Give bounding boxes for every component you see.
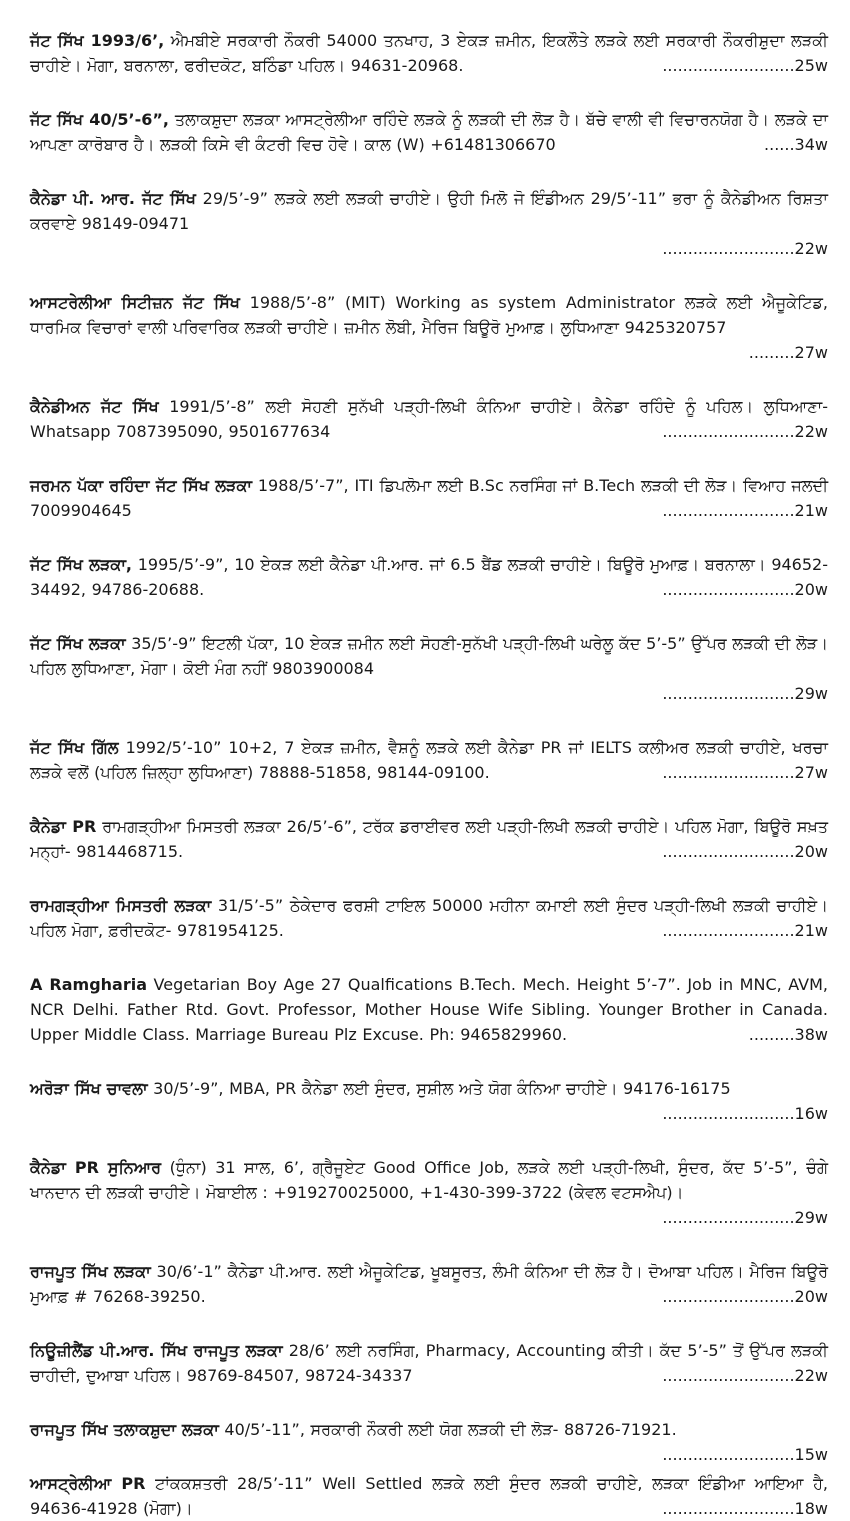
ad-reference-code: ..........................21w — [662, 501, 828, 520]
ad-body-text: 35/5’-9” ਇਟਲੀ ਪੱਕਾ, 10 ਏਕੜ ਜ਼ਮੀਨ ਲਈ ਸੋਹਣੀ-ਸੁਨੱਖੀ ਪੜ੍ਹੀ-ਲਿਖੀ ਘਰੇਲੂ ਕੱਦ 5’-5” ਉੱਪਰ ਲੜਕੀ ਦੀ ਲੋੜ। ਪਹਿਲ ਲੁਧਿਆਣਾ, ਮੋਗਾ। ਕੋਈ ਮੰਗ ਨਹੀਂ 9803900084 — [30, 634, 828, 678]
ad-reference-code: ......34w — [764, 135, 828, 154]
ad-heading: ਜੱਟ ਸਿੱਖ 1993/6’, — [30, 31, 165, 50]
ad-body-text: 29/5’-9” ਲੜਕੇ ਲਈ ਲੜਕੀ ਚਾਹੀਏ। ਉਹੀ ਮਿਲੋ ਜੋ ਇੰਡੀਅਨ 29/5’-11” ਭਰਾ ਨੂੰ ਕੈਨੇਡੀਅਨ ਰਿਸ਼ਤਾ ਕਰਵਾਏ 98149-09471 — [30, 189, 829, 233]
ad-reference-code: ..........................15w — [662, 1445, 828, 1464]
ad-body-text: ਐਮਬੀਏ ਸਰਕਾਰੀ ਨੌਕਰੀ 54000 ਤਨਖਾਹ, 3 ਏਕੜ ਜ਼ਮੀਨ, ਇਕਲੌਤੇ ਲੜਕੇ ਲਈ ਸਰਕਾਰੀ ਨੌਕਰੀਸ਼ੁਦਾ ਲੜਕੀ ਚਾਹੀਏ। ਮੋਗਾ, ਬਰਨਾਲਾ, ਫਰੀਦਕੋਟ, ਬਠਿੰਡਾ ਪਹਿਲ। 94631-20968. — [30, 31, 828, 75]
ad-reference-code: ..........................18w — [662, 1499, 828, 1518]
ad-reference-code: ..........................27w — [662, 763, 828, 782]
matrimonial-ad — [30, 893, 828, 943]
ad-heading: ਨਿਊਜ਼ੀਲੈਂਡ ਪੀ.ਆਰ. ਸਿੱਖ ਰਾਜਪੂਤ ਲੜਕਾ — [30, 1341, 283, 1360]
matrimonial-ad — [30, 394, 828, 444]
ad-body-text: 1988/5’-7”, ITI ਡਿਪਲੋਮਾ ਲਈ B.Sc ਨਰਸਿੰਗ ਜਾਂ B.Tech ਲੜਕੀ ਦੀ ਲੋੜ। ਵਿਆਹ ਜਲਦੀ 7009904645 — [30, 476, 829, 520]
ad-reference-row — [662, 1284, 828, 1309]
ad-body-text: 1988/5’-8” (MIT) Working as system Administrator ਲੜਕੇ ਲਈ ਐਜੂਕੇਟਿਡ, ਧਾਰਮਿਕ ਵਿਚਾਰਾਂ ਵਾਲੀ ਪਰਿਵਾਰਿਕ ਲੜਕੀ ਚਾਹੀਏ। ਜ਼ਮੀਨ ਲੋਬੀ, ਮੈਰਿਜ ਬਿਊਰੋ ਮੁਆਫ਼। ਲੁਧਿਆਣਾ 9425320757 — [30, 293, 828, 337]
ad-reference-row — [30, 236, 828, 261]
ad-reference-row — [30, 1101, 828, 1126]
ad-reference-code: ..........................29w — [662, 684, 828, 703]
ad-heading: ਜੱਟ ਸਿੱਖ 40/5’-6”, — [30, 110, 169, 129]
matrimonial-ad — [30, 735, 828, 785]
ad-body-text: 1995/5’-9”, 10 ਏਕੜ ਲਈ ਕੈਨੇਡਾ ਪੀ.ਆਰ. ਜਾਂ 6.5 ਬੈਂਡ ਲੜਕੀ ਚਾਹੀਏ। ਬਿਊਰੋ ਮੁਆਫ਼। ਬਰਨਾਲਾ। 94652-34492, 94786-20688. — [30, 555, 828, 599]
ad-reference-code: ..........................20w — [662, 842, 828, 861]
ad-reference-code: ..........................29w — [662, 1208, 828, 1227]
ad-body-text: ਰਾਮਗੜ੍ਹੀਆ ਮਿਸਤਰੀ ਲੜਕਾ 26/5’-6”, ਟਰੱਕ ਡਰਾਈਵਰ ਲਈ ਪੜ੍ਹੀ-ਲਿਖੀ ਲੜਕੀ ਚਾਹੀਏ। ਪਹਿਲ ਮੋਗਾ, ਬਿਊਰੋ ਸਖ਼ਤ ਮਨ੍ਹਾਂ- 9814468715. — [30, 817, 828, 861]
matrimonial-ad — [30, 631, 828, 706]
matrimonial-ad — [30, 1471, 828, 1521]
ad-body-text: 1991/5’-8” ਲਈ ਸੋਹਣੀ ਸੁਨੱਖੀ ਪੜ੍ਹੀ-ਲਿਖੀ ਕੰਨਿਆ ਚਾਹੀਏ। ਕੈਨੇਡਾ ਰਹਿੰਦੇ ਨੂੰ ਪਹਿਲ। ਲੁਧਿਆਣਾ- Whatsapp 7087395090, 9501677634 — [30, 397, 828, 441]
ad-heading: ਰਾਮਗੜ੍ਹੀਆ ਮਿਸਤਰੀ ਲੜਕਾ — [30, 896, 212, 915]
ad-heading: ਅਰੋੜਾ ਸਿੱਖ ਚਾਵਲਾ — [30, 1079, 148, 1098]
ad-heading: ਜਰਮਨ ਪੱਕਾ ਰਹਿੰਦਾ ਜੱਟ ਸਿੱਖ ਲੜਕਾ — [30, 476, 252, 495]
matrimonial-ad — [30, 1155, 828, 1230]
ad-reference-row — [662, 918, 828, 943]
ad-reference-code: ..........................16w — [662, 1104, 828, 1123]
ad-reference-code: .........38w — [748, 1025, 828, 1044]
matrimonial-ad — [30, 1338, 828, 1388]
ad-reference-code: ..........................22w — [662, 1366, 828, 1385]
ad-body-text: 30/5’-9”, MBA, PR ਕੈਨੇਡਾ ਲਈ ਸੁੰਦਰ, ਸੁਸ਼ੀਲ ਅਤੇ ਯੋਗ ਕੰਨਿਆ ਚਾਹੀਏ। 94176-16175 — [147, 1079, 731, 1098]
ad-heading: ਰਾਜਪੂਤ ਸਿੱਖ ਤਲਾਕਸ਼ੁਦਾ ਲੜਕਾ — [30, 1420, 219, 1439]
ad-heading: ਆਸਟਰੇਲੀਆ ਸਿਟੀਜ਼ਨ ਜੱਟ ਸਿੱਖ — [30, 293, 240, 312]
matrimonial-ad — [30, 1417, 828, 1464]
ad-body-text: (ਧੁੰਨਾ) 31 ਸਾਲ, 6’, ਗ੍ਰੈਜੂਏਟ Good Office Job, ਲੜਕੇ ਲਈ ਪੜ੍ਹੀ-ਲਿਖੀ, ਸੁੰਦਰ, ਕੱਦ 5’-5”, ਚੰਗੇ ਖਾਨਦਾਨ ਦੀ ਲੜਕੀ ਚਾਹੀਏ। ਮੋਬਾਈਲ : +919270025000, +1-430-399-3722 (ਕੇਵਲ ਵਟਸਐਪ)। — [30, 1158, 828, 1202]
matrimonial-ad — [30, 552, 828, 602]
matrimonial-ad — [30, 290, 828, 365]
ad-heading: ਕੈਨੇਡੀਅਨ ਜੱਟ ਸਿੱਖ — [30, 397, 159, 416]
ad-reference-row — [662, 53, 828, 78]
matrimonial-ad — [30, 814, 828, 864]
ad-heading: ਕੈਨੇਡਾ PR — [30, 817, 97, 836]
ad-reference-code: .........27w — [748, 343, 828, 362]
ad-reference-row — [30, 681, 828, 706]
ad-body-text: ਟਾਂਕਕਸ਼ਤਰੀ 28/5’-11” Well Settled ਲੜਕੇ ਲਈ ਸੁੰਦਰ ਲੜਕੀ ਚਾਹੀਏ, ਲੜਕਾ ਇੰਡੀਆ ਆਇਆ ਹੈ, 94636-41928 (ਮੋਗਾ)। — [30, 1474, 828, 1518]
ad-reference-row — [662, 1442, 828, 1467]
ad-heading: ਜੱਟ ਸਿੱਖ ਲੜਕਾ — [30, 634, 126, 653]
ad-reference-code: ..........................21w — [662, 921, 828, 940]
ad-reference-code: ..........................22w — [662, 239, 828, 258]
ad-reference-code: ..........................20w — [662, 1287, 828, 1306]
ad-heading: ਕੈਨੇਡਾ ਪੀ. ਆਰ. ਜੱਟ ਸਿੱਖ — [30, 189, 196, 208]
matrimonial-ad — [30, 1076, 828, 1126]
ad-reference-code: ..........................25w — [662, 56, 828, 75]
matrimonial-ad — [30, 473, 828, 523]
matrimonial-ad — [30, 107, 828, 157]
ad-reference-code: ..........................20w — [662, 580, 828, 599]
ad-body-text: 1992/5’-10” 10+2, 7 ਏਕੜ ਜ਼ਮੀਨ, ਵੈਸ਼ਨੂੰ ਲੜਕੇ ਲਈ ਕੈਨੇਡਾ PR ਜਾਂ IELTS ਕਲੀਅਰ ਲੜਕੀ ਚਾਹੀਏ, ਖਰਚਾ ਲੜਕੇ ਵਲੋਂ (ਪਹਿਲ ਜ਼ਿਲ੍ਹਾ ਲੁਧਿਆਣਾ) 78888-51858, 98144-09100. — [30, 738, 828, 782]
ad-reference-row — [662, 760, 828, 785]
matrimonial-ad — [30, 186, 828, 261]
ad-heading: ਰਾਜਪੂਤ ਸਿੱਖ ਲੜਕਾ — [30, 1262, 151, 1281]
matrimonial-ad — [30, 1259, 828, 1309]
ad-heading: ਜੱਟ ਸਿੱਖ ਗਿੱਲ — [30, 738, 119, 757]
ad-body-text: 30/6’-1” ਕੈਨੇਡਾ ਪੀ.ਆਰ. ਲਈ ਐਜੂਕੇਟਿਡ, ਖੂਬਸੂਰਤ, ਲੰਮੀ ਕੰਨਿਆ ਦੀ ਲੋੜ ਹੈ। ਦੋਆਬਾ ਪਹਿਲ। ਮੈਰਿਜ ਬਿਊਰੋ ਮੁਆਫ਼ # 76268-39250. — [30, 1262, 828, 1306]
ad-reference-row — [662, 1363, 828, 1388]
matrimonial-ad-list — [30, 28, 828, 1521]
ad-body-text: ਤਲਾਕਸ਼ੁਦਾ ਲੜਕਾ ਆਸਟ੍ਰੇਲੀਆ ਰਹਿੰਦੇ ਲੜਕੇ ਨੂੰ ਲੜਕੀ ਦੀ ਲੋੜ ਹੈ। ਬੱਚੇ ਵਾਲੀ ਵੀ ਵਿਚਾਰਨਯੋਗ ਹੈ। ਲੜਕੇ ਦਾ ਆਪਣਾ ਕਾਰੋਬਾਰ ਹੈ। ਲੜਕੀ ਕਿਸੇ ਵੀ ਕੰਟਰੀ ਵਿਚ ਹੋਵੇ। ਕਾਲ (W) +61481306670 — [30, 110, 828, 154]
ad-reference-row — [30, 340, 828, 365]
matrimonial-ad — [30, 972, 828, 1047]
ad-body-text: 40/5’-11”, ਸਰਕਾਰੀ ਨੌਕਰੀ ਲਈ ਯੋਗ ਲੜਕੀ ਦੀ ਲੋੜ- 88726-71921. — [218, 1420, 677, 1439]
ad-reference-code: ..........................22w — [662, 422, 828, 441]
ad-heading: ਆਸਟ੍ਰੇਲੀਆ PR — [30, 1474, 146, 1493]
ad-reference-row — [662, 1496, 828, 1521]
ad-body-text: Vegetarian Boy Age 27 Qualfications B.Tech. Mech. Height 5’-7”. Job in MNC, AVM, NCR Delhi. Father Rtd. Govt. Professor, Mother House Wife Sibling. Younger Brother in Canada. Upper Middle Class. Marriage Bureau Plz Excuse. Ph: 9465829960. — [30, 975, 828, 1044]
ad-heading: A Ramgharia — [30, 975, 148, 994]
ad-body-text: 31/5’-5” ਠੇਕੇਦਾਰ ਫਰਸ਼ੀ ਟਾਇਲ 50000 ਮਹੀਨਾ ਕਮਾਈ ਲਈ ਸੁੰਦਰ ਪੜ੍ਹੀ-ਲਿਖੀ ਲੜਕੀ ਚਾਹੀਏ। ਪਹਿਲ ਮੋਗਾ, ਫ਼ਰੀਦਕੋਟ- 9781954125. — [30, 896, 828, 940]
ad-reference-row — [662, 498, 828, 523]
ad-heading: ਜੱਟ ਸਿੱਖ ਲੜਕਾ, — [30, 555, 132, 574]
ad-reference-row — [764, 132, 828, 157]
ad-reference-row — [662, 577, 828, 602]
ad-reference-row — [662, 419, 828, 444]
ad-reference-row — [30, 1205, 828, 1230]
ad-reference-row — [662, 839, 828, 864]
ad-heading: ਕੈਨੇਡਾ PR ਸੁਨਿਆਰ — [30, 1158, 162, 1177]
ad-reference-row — [749, 1022, 828, 1047]
ad-body-text: 28/6’ ਲਈ ਨਰਸਿੰਗ, Pharmacy, Accounting ਕੀਤੀ। ਕੱਦ 5’-5” ਤੋਂ ਉੱਪਰ ਲੜਕੀ ਚਾਹੀਦੀ, ਦੁਆਬਾ ਪਹਿਲ। 98769-84507, 98724-34337 — [30, 1341, 828, 1385]
matrimonial-ad — [30, 28, 828, 78]
